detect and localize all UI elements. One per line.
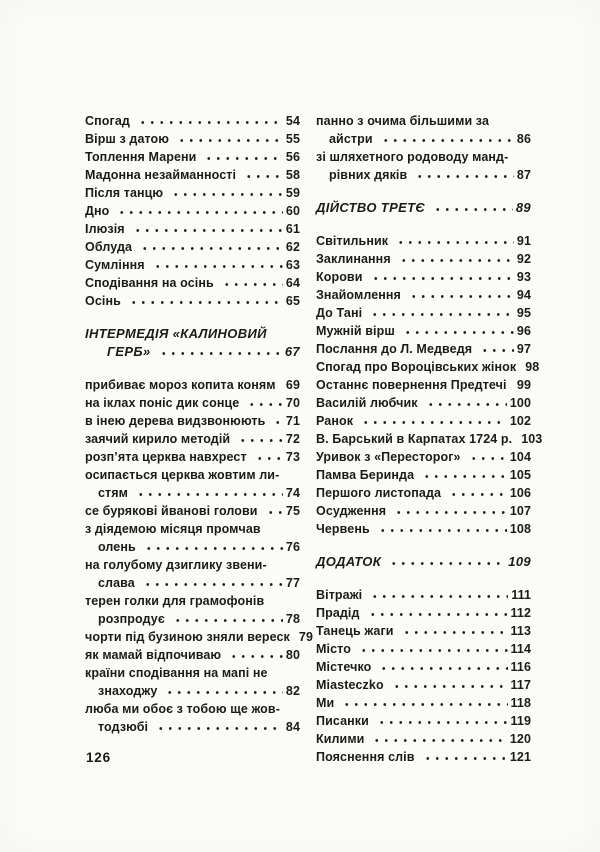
toc-entry xyxy=(316,340,531,358)
toc-entry-title: Послання до Л. Медведя xyxy=(316,342,473,356)
dot-leader xyxy=(227,654,283,659)
toc-entry-title: Мадонна незайманності xyxy=(85,168,237,182)
toc-entry-title: Спогад xyxy=(85,114,130,128)
toc-entry xyxy=(316,286,531,304)
toc-page-number: 82 xyxy=(285,684,300,698)
dot-leader xyxy=(134,492,283,497)
toc-entry-title: Танець жаги xyxy=(316,624,394,638)
toc-page-number: 54 xyxy=(285,114,300,128)
toc-entry-title: розпродує xyxy=(98,612,165,626)
toc-page-number: 98 xyxy=(525,360,540,374)
toc-entry xyxy=(85,238,300,256)
toc-entry-title: Памва Беринда xyxy=(316,468,415,482)
toc-page-number: 84 xyxy=(285,720,300,734)
toc-entry xyxy=(316,148,531,184)
dot-leader xyxy=(127,300,283,305)
dot-leader xyxy=(169,192,283,197)
toc-page-number: 95 xyxy=(516,306,531,320)
toc-entry xyxy=(316,640,531,658)
toc-entry-title: Пояснення слів xyxy=(316,750,415,764)
toc-entry-title: Заклинання xyxy=(316,252,391,266)
toc-entry-title: Останнє повернення Предтечі xyxy=(316,378,507,392)
toc-page-number: 71 xyxy=(285,414,300,428)
toc-entry xyxy=(316,586,531,604)
toc-entry-title: Дно xyxy=(85,204,110,218)
toc-page-number: 76 xyxy=(285,540,300,554)
toc-page-number: 119 xyxy=(510,714,531,728)
dot-leader xyxy=(163,690,283,695)
toc-entry xyxy=(85,130,300,148)
toc-entry xyxy=(316,394,531,412)
toc-page-number: 72 xyxy=(285,432,300,446)
toc-page-number: 91 xyxy=(516,234,531,248)
toc-entry-title-line: зі шляхетного родоводу манд- xyxy=(316,150,509,164)
dot-leader xyxy=(392,510,507,515)
toc-entry-title: Вірш з датою xyxy=(85,132,170,146)
toc-entry-title: Мужній вірш xyxy=(316,324,395,338)
toc-page-number: 69 xyxy=(285,378,300,392)
toc-entry-title-line: на голубому дзиглику звени- xyxy=(85,558,267,572)
dot-leader xyxy=(420,474,507,479)
toc-entry-title: Після танцю xyxy=(85,186,164,200)
dot-leader xyxy=(264,510,283,515)
dot-leader xyxy=(397,258,514,263)
toc-entry-title: Топлення Марени xyxy=(85,150,197,164)
toc-page-number: 63 xyxy=(285,258,300,272)
dot-leader xyxy=(394,240,514,245)
toc-entry-title: в інею дерева видзвонюють xyxy=(85,414,266,428)
toc-page-number: 103 xyxy=(521,432,543,446)
toc-page-number: 120 xyxy=(509,732,531,746)
toc-entry xyxy=(316,232,531,250)
toc-page-number: 113 xyxy=(510,624,531,638)
toc-entry xyxy=(85,592,300,628)
toc-entry xyxy=(85,502,300,520)
toc-page-number: 104 xyxy=(509,450,531,464)
toc-page-number: 67 xyxy=(284,344,300,359)
dot-leader xyxy=(413,174,514,179)
toc-entry-title: Килими xyxy=(316,732,365,746)
toc-entry xyxy=(85,112,300,130)
toc-entry xyxy=(85,430,300,448)
toc-entry xyxy=(316,322,531,340)
dot-leader xyxy=(387,561,505,566)
toc-entry xyxy=(316,358,540,376)
dot-leader xyxy=(236,438,283,443)
toc-page-number: 87 xyxy=(516,168,531,182)
toc-page-number: 77 xyxy=(285,576,300,590)
toc-entry-title: Сумління xyxy=(85,258,145,272)
dot-leader xyxy=(136,120,283,125)
dot-leader xyxy=(390,684,508,689)
dot-leader xyxy=(424,402,507,407)
dot-leader xyxy=(157,351,282,356)
toc-page-number: 80 xyxy=(285,648,300,662)
toc-heading xyxy=(85,325,300,361)
dot-leader xyxy=(220,282,283,287)
toc-page-number: 59 xyxy=(285,186,300,200)
toc-entry xyxy=(316,268,531,286)
toc-entry-title: рівних дяків xyxy=(329,168,408,182)
toc-entry xyxy=(316,622,531,640)
toc-entry xyxy=(316,448,531,466)
toc-page-number: 75 xyxy=(285,504,300,518)
dot-leader xyxy=(202,156,282,161)
dot-leader xyxy=(431,207,513,212)
dot-leader xyxy=(375,720,508,725)
toc-page-number: 100 xyxy=(509,396,531,410)
toc-entry xyxy=(85,202,300,220)
dot-leader xyxy=(154,726,283,731)
dot-leader xyxy=(131,228,283,233)
toc-entry xyxy=(85,556,300,592)
toc-entry-title: В. Барський в Карпатах 1724 р. xyxy=(316,432,513,446)
toc-page-number: 73 xyxy=(285,450,300,464)
toc-page-number: 106 xyxy=(509,486,531,500)
toc-entry xyxy=(85,646,300,664)
toc-entry xyxy=(316,748,531,766)
toc-entry-title-line: люба ми обоє з тобою ще жов- xyxy=(85,702,280,716)
toc-entry-title: Місто xyxy=(316,642,351,656)
toc-entry-title: тодзюбі xyxy=(98,720,149,734)
toc-page-number: 99 xyxy=(516,378,531,392)
toc-page-number: 116 xyxy=(510,660,531,674)
page-number: 126 xyxy=(86,750,111,765)
toc-entry-title: заячий кирило методій xyxy=(85,432,231,446)
toc-entry xyxy=(85,448,300,466)
toc-entry xyxy=(85,148,300,166)
dot-leader xyxy=(370,738,506,743)
toc-page-number: 70 xyxy=(285,396,300,410)
toc-entry xyxy=(85,412,300,430)
dot-leader xyxy=(357,648,508,653)
toc-entry-title: Прадід xyxy=(316,606,360,620)
toc-page-number: 93 xyxy=(516,270,531,284)
toc-entry xyxy=(85,220,300,238)
toc-entry-title: як мамай відпочиваю xyxy=(85,648,222,662)
toc-page-number: 74 xyxy=(285,486,300,500)
toc-entry xyxy=(85,256,300,274)
dot-leader xyxy=(282,384,283,389)
toc-entry-title: знаходжу xyxy=(98,684,158,698)
toc-entry-title: Писанки xyxy=(316,714,369,728)
toc-entry xyxy=(316,376,531,394)
toc-page-number: 92 xyxy=(516,252,531,266)
toc-column-right xyxy=(316,112,543,766)
dot-leader xyxy=(138,246,283,251)
toc-entry-title: Сподівання на осінь xyxy=(85,276,214,290)
toc-entry-title: чорти під бузиною зняли вереск xyxy=(85,630,290,644)
dot-leader xyxy=(142,546,283,551)
toc-entry-title: Василій любчик xyxy=(316,396,418,410)
toc-entry xyxy=(316,712,531,730)
toc-entry xyxy=(85,628,314,646)
toc-entry-title: Знайомлення xyxy=(316,288,401,302)
toc-entry-title: Першого листопада xyxy=(316,486,442,500)
toc-page-number: 97 xyxy=(516,342,531,356)
toc-entry-title: айстри xyxy=(329,132,373,146)
toc-entry-title: се бурякові йванові голови xyxy=(85,504,258,518)
toc-entry-title: слава xyxy=(98,576,135,590)
dot-leader xyxy=(467,456,507,461)
dot-leader xyxy=(245,402,283,407)
dot-leader xyxy=(376,528,507,533)
toc-entry xyxy=(85,466,300,502)
toc-page-number: 62 xyxy=(285,240,300,254)
toc-page-number: 64 xyxy=(285,276,300,290)
toc-entry xyxy=(316,502,531,520)
toc-entry xyxy=(85,166,300,184)
toc-entry xyxy=(316,466,531,484)
dot-leader xyxy=(513,384,514,389)
toc-column-left xyxy=(85,112,314,766)
dot-leader xyxy=(242,174,283,179)
dot-leader xyxy=(401,330,514,335)
toc-entry xyxy=(85,520,300,556)
toc-entry xyxy=(85,700,300,736)
toc-entry-title: Світильник xyxy=(316,234,389,248)
toc-page-number: 61 xyxy=(285,222,300,236)
toc-entry xyxy=(85,184,300,202)
toc-entry xyxy=(316,484,531,502)
dot-leader xyxy=(141,582,283,587)
dot-leader xyxy=(379,138,514,143)
toc-page-number: 58 xyxy=(285,168,300,182)
dot-leader xyxy=(340,702,507,707)
toc-entry xyxy=(85,274,300,292)
toc-page-number: 79 xyxy=(298,630,314,644)
toc-entry xyxy=(316,520,531,538)
toc-entry-title-line: терен голки для грамофонів xyxy=(85,594,265,608)
toc-page-number: 102 xyxy=(509,414,531,428)
dot-leader xyxy=(368,594,508,599)
dot-leader xyxy=(151,264,283,269)
toc-entry-title: Miasteczko xyxy=(316,678,384,692)
toc-entry-title: Містечко xyxy=(316,660,372,674)
toc-entry-title: Уривок з «Пересторог» xyxy=(316,450,461,464)
dot-leader xyxy=(407,294,514,299)
toc-entry-title-line: ІНТЕРМЕДІЯ «КАЛИНОВИЙ xyxy=(85,326,267,341)
toc-entry-title: ГЕРБ» xyxy=(107,344,151,359)
dot-leader xyxy=(271,420,282,425)
toc-entry xyxy=(85,292,300,310)
toc-page-number: 78 xyxy=(285,612,300,626)
toc-entry-title: стям xyxy=(98,486,129,500)
toc-entry-title: розп’ята церква навхрест xyxy=(85,450,247,464)
toc-page-number: 60 xyxy=(285,204,300,218)
dot-leader xyxy=(447,492,507,497)
toc-page-number: 117 xyxy=(510,678,531,692)
dot-leader xyxy=(368,312,514,317)
dot-leader xyxy=(366,612,508,617)
toc-page-number: 94 xyxy=(516,288,531,302)
toc-entry-title: Ми xyxy=(316,696,335,710)
toc-page-number: 65 xyxy=(285,294,300,308)
toc-entry-title: Вітражі xyxy=(316,588,363,602)
toc-page-number: 112 xyxy=(510,606,531,620)
dot-leader xyxy=(421,756,507,761)
toc-entry xyxy=(316,250,531,268)
dot-leader xyxy=(175,138,283,143)
dot-leader xyxy=(171,618,283,623)
dot-leader xyxy=(400,630,508,635)
toc-entry-title-line: країни сподівання на мапі не xyxy=(85,666,268,680)
toc-entry-title: ДОДАТОК xyxy=(316,554,382,569)
toc-entry-title: прибиває мороз копита коням xyxy=(85,378,276,392)
dot-leader xyxy=(253,456,283,461)
toc-entry-title-line: панно з очима більшими за xyxy=(316,114,489,128)
toc-page-number: 111 xyxy=(511,588,531,602)
toc-page-number: 114 xyxy=(510,642,531,656)
toc-page-number: 89 xyxy=(515,200,531,215)
toc-entry xyxy=(85,394,300,412)
toc-page-number: 96 xyxy=(516,324,531,338)
toc-entry-title: Облуда xyxy=(85,240,133,254)
toc-heading xyxy=(316,553,531,571)
toc-page-number: 86 xyxy=(516,132,531,146)
toc-entry xyxy=(316,430,543,448)
toc-entry xyxy=(316,412,531,430)
toc-page-number: 55 xyxy=(285,132,300,146)
toc-entry xyxy=(316,694,531,712)
toc-entry-title: Осінь xyxy=(85,294,121,308)
toc-entry xyxy=(316,658,531,676)
toc-entry-title: Корови xyxy=(316,270,363,284)
dot-leader xyxy=(359,420,507,425)
toc-entry xyxy=(316,304,531,322)
toc-columns xyxy=(85,112,543,766)
toc-entry-title: Ілюзія xyxy=(85,222,125,236)
toc-entry-title: ДІЙСТВО ТРЕТЄ xyxy=(316,200,426,215)
toc-entry-title: Спогад про Вороцівських жінок xyxy=(316,360,517,374)
toc-entry xyxy=(316,112,531,148)
toc-entry-title-line: осипається церква жовтим ли- xyxy=(85,468,280,482)
toc-page-number: 56 xyxy=(285,150,300,164)
dot-leader xyxy=(115,210,283,215)
toc-entry xyxy=(85,664,300,700)
toc-entry xyxy=(316,730,531,748)
toc-entry-title: Осудження xyxy=(316,504,387,518)
dot-leader xyxy=(478,348,514,353)
toc-entry-title-line: з діядемою місяця промчав xyxy=(85,522,261,536)
toc-entry-title: До Тані xyxy=(316,306,363,320)
toc-entry-title: Червень xyxy=(316,522,370,536)
toc-entry xyxy=(316,676,531,694)
toc-entry-title: олень xyxy=(98,540,136,554)
toc-page-number: 108 xyxy=(509,522,531,536)
toc-page-number: 105 xyxy=(509,468,531,482)
toc-page-number: 118 xyxy=(510,696,531,710)
toc-entry xyxy=(316,604,531,622)
toc-page-number: 109 xyxy=(508,554,531,569)
dot-leader xyxy=(377,666,507,671)
toc-entry-title: Ранок xyxy=(316,414,354,428)
toc-entry xyxy=(85,376,300,394)
toc-entry-title: на іклах поніс дик сонце xyxy=(85,396,240,410)
dot-leader xyxy=(369,276,514,281)
toc-page-number: 107 xyxy=(509,504,531,518)
toc-page-number: 121 xyxy=(509,750,531,764)
toc-heading xyxy=(316,199,531,217)
